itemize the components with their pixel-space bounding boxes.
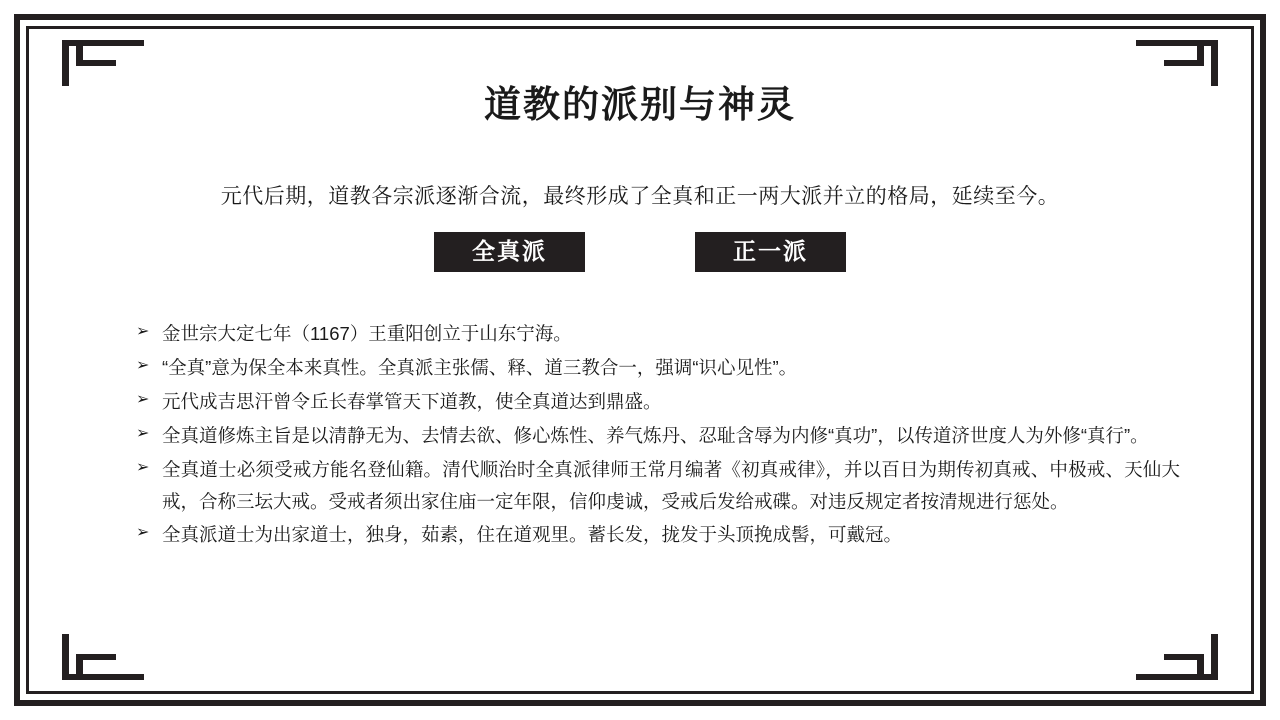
- bullet-marker-icon: ➢: [136, 391, 150, 409]
- bullet-list: [60, 318, 1220, 551]
- bullet-marker-icon: ➢: [136, 323, 150, 341]
- bullet-marker-icon: ➢: [136, 357, 150, 375]
- list-item-text: 金世宗大定七年（1167）王重阳创立于山东宁海。: [162, 323, 572, 345]
- list-item: [136, 352, 1180, 384]
- sect-tag-quanzhen: 全真派: [434, 232, 585, 272]
- sect-tag-row: [60, 232, 1220, 272]
- intro-paragraph: 元代后期，道教各宗派逐渐合流，最终形成了全真和正一两大派并立的格局，延续至今。: [220, 185, 1060, 208]
- list-item: [136, 420, 1180, 452]
- list-item: [136, 386, 1180, 418]
- bullet-marker-icon: ➢: [136, 424, 150, 442]
- slide-content: [60, 46, 1220, 674]
- bullet-marker-icon: ➢: [136, 524, 150, 542]
- list-item: [136, 519, 1180, 551]
- list-item-text: “全真”意为保全本来真性。全真派主张儒、释、道三教合一，强调“识心见性”。: [162, 357, 798, 379]
- list-item-text: 全真道修炼主旨是以清静无为、去情去欲、修心炼性、养气炼丹、忍耻含辱为内修“真功”，以传道济世度人为外修“真行”。: [162, 424, 1149, 446]
- list-item-text: 全真道士必须受戒方能名登仙籍。清代顺治时全真派律师王常月编著《初真戒律》，并以百日为期传初真戒、中极戒、天仙大戒，合称三坛大戒。受戒者须出家住庙一定年限，信仰虔诚，受戒后发给戒碟。对违反规定者按清规进行惩处。: [162, 458, 1180, 512]
- sect-tag-zhengyi: 正一派: [695, 232, 846, 272]
- list-item: [136, 454, 1180, 518]
- list-item: [136, 318, 1180, 350]
- list-item-text: 元代成吉思汗曾令丘长春掌管天下道教，使全真道达到鼎盛。: [162, 391, 662, 413]
- page-title: 道教的派别与神灵: [484, 84, 796, 125]
- bullet-marker-icon: ➢: [136, 458, 150, 476]
- list-item-text: 全真派道士为出家道士，独身，茹素，住在道观里。蓄长发，拢发于头顶挽成髻，可戴冠。: [162, 524, 903, 546]
